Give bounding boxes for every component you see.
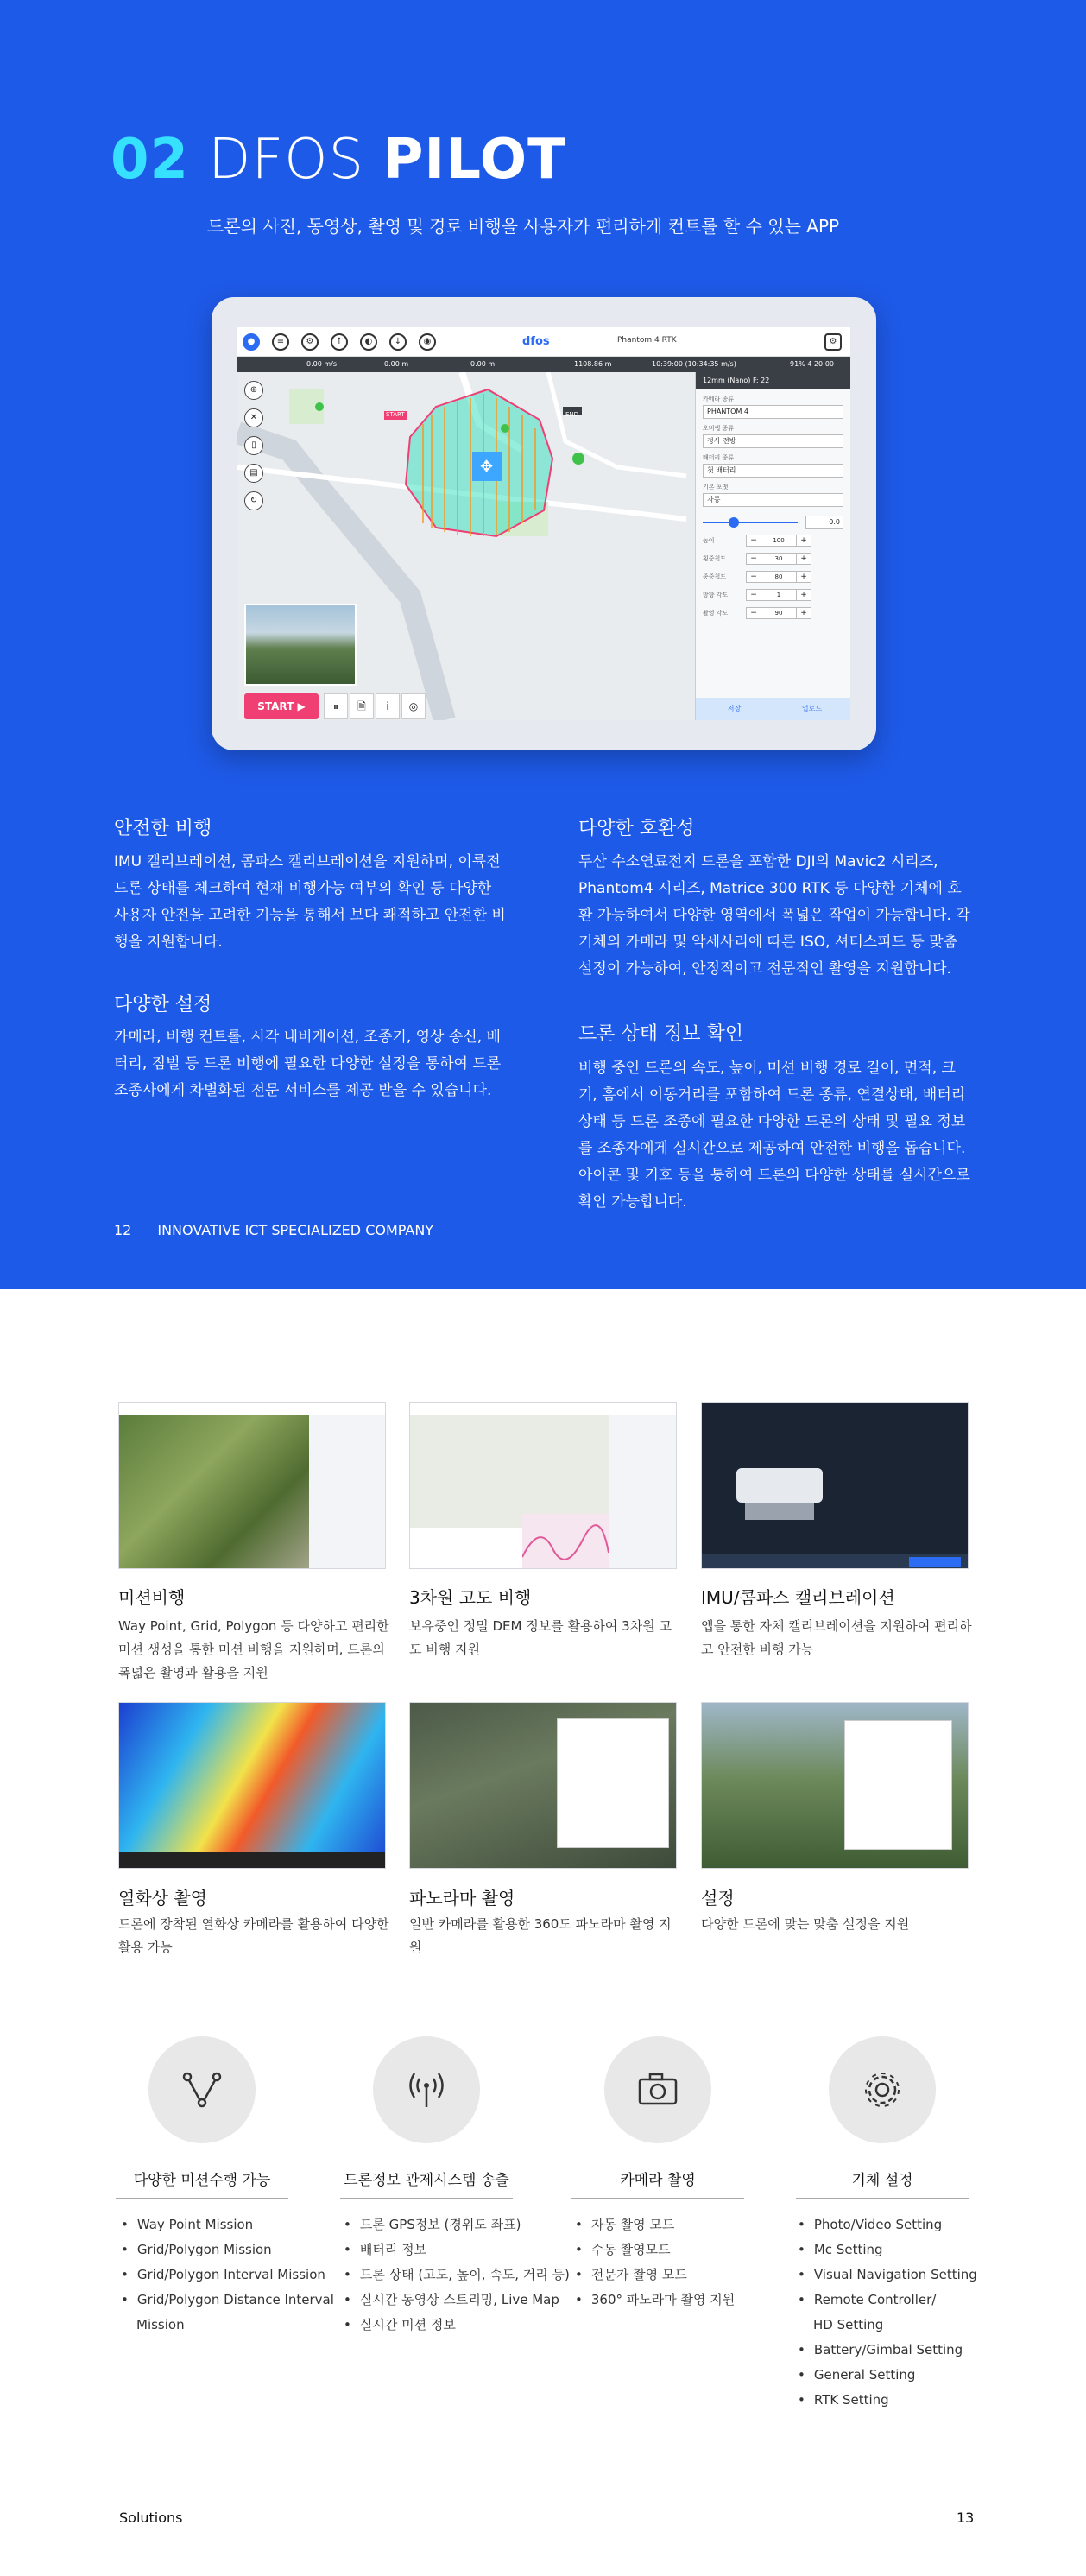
gallery-title: 파노라마 촬영: [409, 1888, 515, 1908]
screenshot-settings: [701, 1702, 969, 1869]
list-item: • Visual Navigation Setting: [798, 2263, 977, 2288]
company-tagline: INNOVATIVE ICT SPECIALIZED COMPANY: [157, 1222, 434, 1238]
panel-actions: [696, 698, 850, 720]
list-item: • General Setting: [798, 2363, 977, 2388]
title-bold: PILOT: [382, 128, 566, 192]
list-item: • 드론 상태 (고도, 높이, 속도, 거리 등): [344, 2263, 570, 2288]
section-title-compatibility: 다양한 호환성: [578, 818, 695, 839]
home-icon[interactable]: ●: [243, 333, 260, 351]
gallery-text: 다양한 드론에 맞는 맞춤 설정을 지원: [701, 1916, 910, 1932]
app-topbar: [237, 327, 850, 357]
telemetry-bar: [237, 357, 850, 372]
plus-button[interactable]: +: [796, 589, 811, 601]
feature-list-missions: [121, 2212, 334, 2338]
list-item: • Grid/Polygon Mission: [121, 2237, 334, 2263]
mission-settings-panel: [695, 372, 850, 720]
route-icon: [148, 2036, 256, 2143]
list-item: • Way Point Mission: [121, 2212, 334, 2237]
section-title-safe-flight: 안전한 비행: [114, 818, 212, 839]
telemetry-value: 10:39:00 (10:34:35 m/s): [652, 360, 736, 368]
pause-button[interactable]: ⏸: [324, 693, 348, 719]
divider: [116, 2198, 288, 2199]
field-label: 배터리 종류: [703, 454, 735, 461]
camera-icon: [604, 2036, 711, 2143]
front-overlap-row: 종중첩도 − 80 +: [703, 569, 843, 585]
upload-icon[interactable]: ↑: [331, 333, 348, 351]
feature-title: 드론정보 관제시스템 송출: [344, 2172, 509, 2189]
download-icon[interactable]: ↓: [389, 333, 407, 351]
map-icon[interactable]: ◐: [360, 333, 377, 351]
gallery-title: 설정: [701, 1888, 735, 1908]
field-label: 카메라 종류: [703, 396, 735, 402]
list-item: HD Setting: [813, 2317, 884, 2332]
divider: [796, 2198, 969, 2199]
section-title-settings: 다양한 설정: [114, 994, 212, 1016]
feature-title: 다양한 미션수행 가능: [133, 2172, 271, 2189]
minus-button[interactable]: −: [746, 589, 761, 601]
screenshot-mission-flight: [118, 1402, 386, 1569]
map-tools: [244, 381, 263, 519]
list-item: • RTK Setting: [798, 2388, 977, 2413]
screenshot-panorama: [409, 1702, 677, 1869]
screenshot-3d-altitude: [409, 1402, 677, 1569]
end-marker: END: [565, 411, 579, 418]
section-number: 02: [110, 128, 190, 192]
divider: [571, 2198, 744, 2199]
format-select[interactable]: 자동: [703, 493, 843, 507]
list-item: • Battery/Gimbal Setting: [798, 2338, 977, 2363]
plus-button[interactable]: +: [796, 553, 811, 565]
slider-value[interactable]: 0.0: [805, 516, 843, 529]
minus-button[interactable]: −: [746, 535, 761, 547]
signal-icon: [373, 2036, 480, 2143]
feature-title: 카메라 촬영: [620, 2172, 696, 2189]
gallery-text: 일반 카메라를 활용한 360도 파노라마 촬영 지원: [409, 1916, 672, 1955]
section-title-drone-status: 드론 상태 정보 확인: [578, 1023, 743, 1045]
file-button[interactable]: 🗎: [350, 693, 374, 719]
upload-button[interactable]: 업로드: [773, 698, 850, 720]
footer-section-label: Solutions: [119, 2510, 183, 2526]
gallery-title: 미션비행: [118, 1587, 186, 1608]
footer-page-number: 13: [957, 2510, 975, 2526]
globe-button[interactable]: ◎: [401, 693, 426, 719]
screenshot-thermal: [118, 1702, 386, 1869]
list-item: • Grid/Polygon Distance Interval: [121, 2288, 334, 2313]
phone-icon[interactable]: ▯: [244, 436, 263, 455]
section-body-compatibility: 두산 수소연료전지 드론을 포함한 DJI의 Mavic2 시리즈, Phantom4 시리즈, Matrice 300 RTK 등 다양한 기체에 호환 가능하여서 다양한 영역에서 폭넓은 작업이 가능합니다. 각 기체의 카메라 및 악세사리에 따른 ISO, 셔터스피드 등 맞춤 설정이 가능하여, 안정적이고 전문적인 촬영을 지원합니다.: [578, 853, 970, 978]
field-label: 기본 포맷: [703, 484, 729, 491]
section-body-drone-status: 비행 중인 드론의 속도, 높이, 미션 비행 경로 길이, 면적, 크기, 홈에서 이동거리를 포함하여 드론 종류, 연결상태, 배터리 상태 등 드론 조종에 필요한 다양한 드론의 상태 및 필요 정보를 조종자에게 실시간으로 제공하여 안전한 비행을 돕습니다. 아이콘 및 기호 등을 통하여 드론의 다양한 상태를 실시간으로 확인 가능합니다.: [578, 1060, 970, 1211]
list-item: • 360° 파노라마 촬영 지원: [575, 2288, 735, 2313]
tablet-mockup: [212, 297, 876, 750]
minus-button[interactable]: −: [746, 571, 761, 583]
plus-button[interactable]: +: [796, 571, 811, 583]
list-item: • Grid/Polygon Interval Mission: [121, 2263, 334, 2288]
gear-icon: [829, 2036, 936, 2143]
camera-preview[interactable]: [244, 604, 357, 686]
screenshot-calibration: [701, 1402, 969, 1569]
list-item: • 실시간 미션 정보: [344, 2313, 570, 2338]
list-item: • Remote Controller/: [798, 2288, 977, 2313]
camera-icon[interactable]: ◉: [419, 333, 436, 351]
start-button[interactable]: START ▶: [244, 693, 319, 719]
info-button[interactable]: i: [376, 693, 400, 719]
list-item: Mission: [136, 2317, 185, 2332]
gallery-text: 앱을 통한 자체 캘리브레이션을 지원하여 편리하고 안전한 비행 가능: [701, 1618, 972, 1657]
feature-list-camera: [575, 2212, 735, 2313]
layers-icon[interactable]: ▤: [244, 464, 263, 483]
telemetry-value: 0.00 m/s: [306, 360, 338, 368]
list-item: • 전문가 촬영 모드: [575, 2263, 735, 2288]
feature-list-aircraft-settings: [798, 2212, 977, 2413]
section-body-safe-flight: IMU 캘리브레이션, 콤파스 캘리브레이션을 지원하며, 이륙전 드론 상태를 체크하여 현재 비행가능 여부의 확인 등 다양한 사용자 안전을 고려한 기능을 통해서 보다 쾌적하고 안전한 비행을 지원합니다.: [114, 853, 506, 951]
gallery-title: 열화상 촬영: [118, 1888, 207, 1908]
gallery-title: IMU/콤파스 캘리브레이션: [701, 1587, 895, 1608]
telemetry-value: 0.00 m: [470, 360, 496, 368]
section-body-settings: 카메라, 비행 컨트롤, 시각 내비게이션, 조종기, 영상 송신, 배터리, 짐벌 등 드론 비행에 필요한 다양한 설정을 통하여 드론 조종사에게 차별화된 전문 서비스를 제공 받을 수 있습니다.: [114, 1029, 502, 1099]
battery-select[interactable]: 첫 배터리: [703, 464, 843, 478]
app-logo: dfos: [522, 335, 550, 348]
page-subtitle: 드론의 사진, 동영상, 촬영 및 경로 비행을 사용자가 편리하게 컨트롤 할 수 있는 APP: [207, 216, 840, 237]
start-marker: START: [386, 411, 405, 418]
list-item: • 수동 촬영모드: [575, 2237, 735, 2263]
telemetry-value: 1108.86 m: [574, 360, 612, 368]
direction-row: 방향 각도 − 1 +: [703, 587, 843, 603]
list-item: • 실시간 동영상 스트리밍, Live Map: [344, 2288, 570, 2313]
altitude-profile: [522, 1514, 609, 1569]
plus-button[interactable]: +: [796, 535, 811, 547]
minus-button[interactable]: −: [746, 553, 761, 565]
gallery-title: 3차원 고도 비행: [409, 1587, 532, 1608]
target-icon[interactable]: ⊕: [244, 381, 263, 400]
mission-map[interactable]: [237, 372, 695, 720]
list-item: • 자동 촬영 모드: [575, 2212, 735, 2237]
plus-button[interactable]: +: [796, 607, 811, 619]
telemetry-value: 0.00 m: [384, 360, 409, 368]
gallery-text: Way Point, Grid, Polygon 등 다양하고 편리한 미션 생성을 통한 미션 비행을 지원하며, 드론의 폭넓은 촬영과 활용을 지원: [118, 1618, 389, 1680]
list-item: • 배터리 정보: [344, 2237, 570, 2263]
gear-icon[interactable]: ⚙: [824, 333, 842, 351]
gallery-text: 보유중인 정밀 DEM 정보를 활용하여 3차원 고도 비행 지원: [409, 1618, 672, 1657]
page-title: [110, 128, 566, 192]
refresh-icon[interactable]: ↻: [244, 491, 263, 510]
divider: [340, 2198, 513, 2199]
list-item: • Mc Setting: [798, 2237, 977, 2263]
app-screen: [237, 327, 850, 720]
list-item: • 드론 GPS정보 (경위도 좌표): [344, 2212, 570, 2237]
footer-top: [114, 1222, 433, 1238]
save-button[interactable]: 저장: [696, 698, 773, 720]
feature-title: 기체 설정: [851, 2172, 913, 2189]
camera-select[interactable]: PHANTOM 4: [703, 405, 843, 419]
svg-text:✥: ✥: [480, 458, 494, 476]
overlap-select[interactable]: 정사 전방: [703, 434, 843, 448]
field-label: 오버랩 종류: [703, 425, 735, 432]
list-icon[interactable]: ≡: [272, 333, 289, 351]
panel-header: 12mm (Nano) F: 22: [696, 372, 850, 389]
speed-slider[interactable]: [703, 516, 843, 529]
close-icon[interactable]: ✕: [244, 408, 263, 427]
title-light: DFOS: [208, 128, 365, 192]
gallery-text: 드론에 장착된 열화상 카메라를 활용하여 다양한 활용 가능: [118, 1916, 389, 1955]
settings-icon[interactable]: ⚙: [301, 333, 319, 351]
drone-model: Phantom 4 RTK: [617, 336, 677, 345]
gimbal-angle-row: 촬영 각도 − 90 +: [703, 605, 843, 621]
minus-button[interactable]: −: [746, 607, 761, 619]
page-number: 12: [114, 1222, 132, 1238]
feature-list-telemetry: [344, 2212, 570, 2338]
telemetry-value: 91% 4 20:00: [790, 360, 835, 368]
height-row: 높이 − 100 +: [703, 533, 843, 548]
side-overlap-row: 횡중첩도 − 30 +: [703, 551, 843, 566]
list-item: • Photo/Video Setting: [798, 2212, 977, 2237]
